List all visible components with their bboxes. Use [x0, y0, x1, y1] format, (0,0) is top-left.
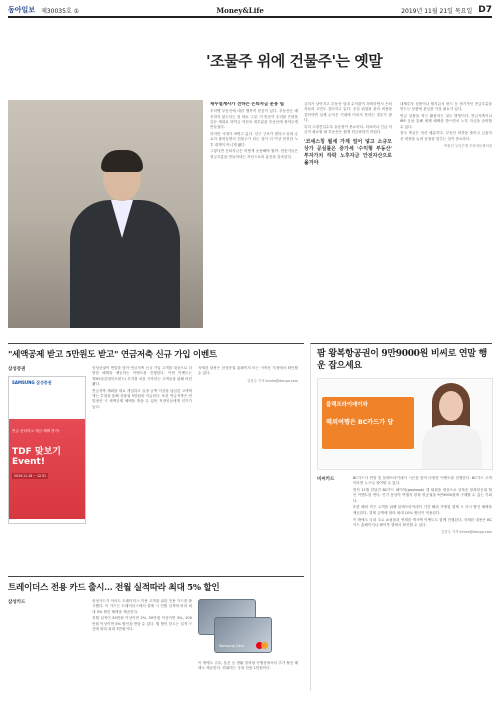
issue-number: 제30035호 ①: [41, 7, 80, 15]
paragraph: 그렇다면 은퇴자금은 어떻게 운용해야 할까. 전문가들은 현금흐름을 만들어내는 자산으로의 분산을 강조한다.: [210, 149, 298, 159]
ad-line: 연금 준비하고 세금 혜택 받기!: [12, 429, 60, 433]
paragraph: BC카드가 연말 및 블랙프라이데이 시즌을 맞아 다양한 이벤트를 진행한다. BC카드 고객이라면 누구나 참여할 수 있다.: [352, 476, 492, 486]
article-1-byline: 김현수 기자 kimhs@donga.com: [247, 378, 298, 383]
right-article-byline: 김현수 기자 kimhs@donga.com: [441, 530, 492, 535]
paragraph: 전월 실적이 30만원 이상이면 2%, 50만원 이상이면 3%, 100만원 이상이면 5% 할인을 받을 수 있다. 월 할인 한도는 실적 구간에 따라 최대 3만원이다.: [92, 616, 192, 631]
newspaper-logo: 동아일보: [8, 6, 36, 14]
feature-article: [8, 22, 492, 332]
feature-photo: [8, 100, 203, 328]
feature-byline: 박용진 우리은행 투자자문센터장: [443, 144, 492, 149]
card-image: [198, 599, 276, 661]
article-2-title: 트레이더스 전용 카드 출시… 전월 실적따라 최대 5% 할인: [8, 583, 220, 593]
right-article: [310, 343, 492, 691]
paragraph: 이 밖에도 주유, 통신 등 생활 밀착형 가맹점에서의 추가 할인 혜택도 제공한다. 연회비는 국내 전용 1만원이다.: [198, 661, 298, 671]
paragraph: 결국 핵심은 자산 배분이다. 부동산 비중을 줄이고 금융자산 비중을 늘려 균형을 맞추는 것이 중요하다.: [400, 131, 492, 141]
promo-text-1: 블랙프라이데이와: [326, 402, 368, 408]
paragraph: 연금 상품을 적극 활용하는 것도 방법이다. 연금저축이나 IRP 등을 통해 세제 혜택을 받으면서 노후 자금을 준비할 수 있다.: [400, 114, 492, 129]
ad-title: TDF 맞보기 Event!: [12, 447, 61, 467]
feature-column-1: [210, 102, 298, 324]
paragraph: 대체투자 상품이나 월지급식 펀드 등 정기적인 현금흐름을 만드는 상품에 관심을 가질 필요가 있다.: [400, 102, 492, 112]
card-label: Samsung Card: [219, 644, 244, 648]
paragraph: 금리가 낮아지고 부동산 임대 수익률이 하락하면서 은퇴자들의 고민도 깊어지고 있다. 공실 위험과 관리 비용을 감안하면 실제 수익은 기대에 미치지 못하는 경우가 많다.: [304, 102, 392, 122]
samsung-ad: [8, 376, 86, 524]
article-2-col-b: [198, 661, 298, 685]
paragraph: 우리엔 부동산에 대한 맹목적 믿음이 있다. 부동산은 배신하지 않는다는 것 바로 그것. 이 믿음이 우리를 은퇴를 앞둔 세대로 하여금 자산의 대부분을 부동산에 묶어두게 만들었다.: [210, 109, 298, 130]
issue-date: 2019년 11월 21일 목요일: [401, 7, 473, 15]
paragraph: 특히 고령층일수록 유동성이 중요하다. 의료비나 긴급 자금이 필요할 때 부동산은 쉽게 현금화하기 어렵다.: [304, 124, 392, 134]
paragraph: 하지만 시대가 바뀌고 있다. 인구 구조가 변하고 임대 수요가 줄어들면서 건물주가 되는 것이 더 이상 안전한 노후 대책이 아니게 됐다.: [210, 131, 298, 147]
paragraph: 또한 해외 직구 고객을 위해 블랙프라이데이 기간 해외 가맹점 결제 시 즉시 할인 혜택을 제공한다. 결제 금액에 따라 최대 10% 할인이 적용된다.: [352, 505, 492, 515]
page-header: [8, 4, 492, 18]
paragraph: 연금저축 계좌를 새로 개설하고 일정 금액 이상을 납입한 고객에게는 추첨을 통해 상품권 5만원을 지급한다. 또한 연금저축은 연말정산 시 세액공제 혜택을 받을 수 있어 직장인들에게 인기가 높다.: [92, 388, 192, 409]
right-article-body: [353, 476, 492, 704]
right-article-kicker: 비씨카드: [317, 477, 335, 482]
ad-date: 2019.11.18 ~ 12.31: [14, 474, 47, 478]
feature-intro: 재무설계사가 전하는 은퇴자금 운용 팁: [210, 102, 284, 107]
paragraph: 먼저 11월 한달간 BC카드 페이북(paybook) 앱 회원을 대상으로 선착순 왕복항공권 할인 이벤트를 연다. 인기 동남아 여행지 왕복 항공권을 9만9000원에 구매할 수 있는 기회다.: [352, 488, 492, 503]
article-2: [8, 576, 304, 691]
paragraph: 삼성카드가 이마트 트레이더스 이용 고객을 위한 전용 카드를 출시했다. 이 카드는 트레이더스에서 결제 시 전월 실적에 따라 최대 5% 할인 혜택을 제공한다.: [92, 599, 192, 614]
feature-column-3: [400, 102, 492, 324]
article-1-title: "세액공제 받고 5만원도 받고" 연금저축 신규 가입 이벤트: [8, 350, 217, 360]
lower-left-section: [8, 343, 304, 575]
feature-column-2: [304, 102, 392, 324]
paragraph: 삼성증권이 연말을 맞아 연금저축 신규 가입 고객을 대상으로 다양한 혜택을 제공하는 이벤트를 진행한다. 이번 이벤트는 TDF(타깃데이트펀드) 투자를 처음 시작하는 고객들을 위해 마련됐다.: [92, 366, 192, 386]
article-1-col-a: [92, 366, 192, 526]
article-1-col-b: [198, 366, 298, 526]
article-2-kicker: 삼성카드: [8, 600, 26, 605]
paragraph: 자세한 내용은 삼성증권 홈페이지 또는 가까운 지점에서 확인할 수 있다.: [198, 366, 298, 376]
section-title: Money&Life: [216, 5, 264, 15]
article-1-kicker: 삼성증권: [8, 367, 26, 372]
feature-subhead: '코세스칭 월세 가계 얼어 넣고 소규모 상가 공실률은 증가세 '수익형 부동산' 투자가치 하락 노후자금 안전자산으로 옮겨야: [304, 139, 392, 167]
paragraph: 이 밖에도 국내 주요 쇼핑몰과 연계한 캐시백 이벤트도 함께 진행된다. 자세한 내용은 BC카드 홈페이지나 페이북 앱에서 확인할 수 있다.: [352, 517, 492, 527]
article-2-col-a: [92, 599, 192, 687]
bc-card-promo-image: [317, 378, 493, 470]
samsung-logo: SAMSUNG 삼성증권: [12, 380, 52, 385]
mastercard-icon: [256, 642, 268, 649]
promo-banner: [322, 397, 414, 449]
feature-headline: '조물주 위에 건물주'는 옛말: [206, 52, 383, 70]
page-number: D7: [478, 5, 492, 15]
promo-text-2: 해외여행은 BC카드가 답: [326, 419, 394, 426]
card-front: [214, 617, 272, 653]
right-article-title: 팜 왕복항공권이 9만9000원 비씨로 연말 행운 잡으세요: [317, 349, 487, 371]
